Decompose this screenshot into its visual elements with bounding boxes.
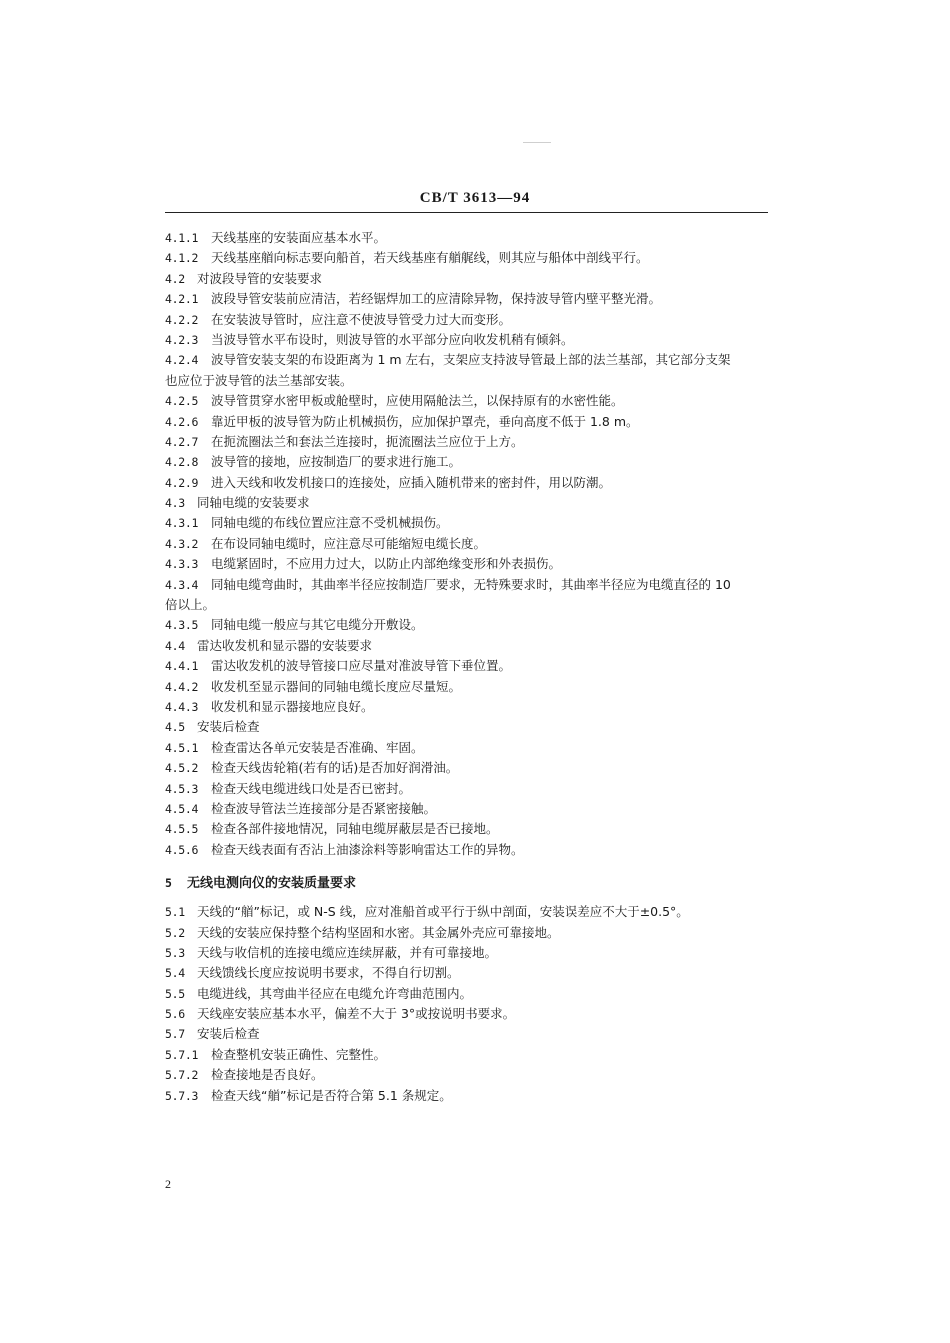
clause-text: 安装后检查 (197, 1026, 260, 1042)
standard-code-header: CB/T 3613—94 (419, 190, 531, 206)
clause-text-continued: 也应位于波导管的法兰基部安装。 (165, 372, 353, 388)
clause-number: 4.2.2 (165, 312, 199, 327)
clause-text: 检查各部件接地情况，同轴电缆屏蔽层是否已接地。 (211, 821, 499, 837)
clause-number: 4.3.1 (165, 516, 199, 531)
clause-line (165, 493, 771, 513)
clause-text: 进入天线和收发机接口的连接处，应插入随机带来的密封件，用以防潮。 (211, 474, 612, 490)
clause-number: 5.7.1 (165, 1047, 199, 1062)
clause-text: 天线与收信机的连接电缆应连续屏蔽，并有可靠接地。 (197, 944, 498, 960)
clause-number: 4.5.6 (165, 842, 199, 857)
clause-line (165, 391, 771, 411)
clause-text: 检查天线电缆进线口处是否已密封。 (211, 780, 412, 796)
clause-number: 5.2 (165, 925, 185, 940)
clause-text: 波导管贯穿水密甲板或舱壁时，应使用隔舱法兰，以保持原有的水密性能。 (211, 393, 624, 409)
clause-number: 4.5.1 (165, 740, 199, 755)
section-number: 5 (165, 876, 172, 891)
clause-text: 电缆紧固时，不应用力过大，以防止内部绝缘变形和外表损伤。 (211, 556, 562, 572)
clauses-5-1-to-5-7-3 (165, 902, 771, 1106)
clause-number: 4.3 (165, 496, 185, 511)
clause-line (165, 432, 771, 452)
clause-text: 安装后检查 (197, 719, 260, 735)
clause-number: 4.4 (165, 638, 185, 653)
clause-line (165, 1065, 771, 1085)
clause-text: 检查天线表面有否沾上油漆涂料等影响雷达工作的异物。 (211, 841, 524, 857)
clause-text: 波导管安装支架的布设距离为 1 m 左右，支架应支持波导管最上部的法兰基部，其它部分支架 (211, 352, 731, 368)
clause-number: 4.3.3 (165, 557, 199, 572)
clause-line (165, 412, 771, 432)
clause-text: 天线的安装应保持整个结构坚固和水密。其金属外壳应可靠接地。 (197, 924, 560, 940)
clause-number: 5.7.2 (165, 1068, 199, 1083)
clause-line (165, 636, 771, 656)
clause-number: 4.2.9 (165, 475, 199, 490)
clause-line (165, 758, 771, 778)
clause-text: 天线馈线长度应按说明书要求，不得自行切割。 (197, 965, 460, 981)
clause-line (165, 902, 771, 922)
clause-line (165, 717, 771, 737)
page-number: 2 (165, 1177, 171, 1191)
clause-line (165, 452, 771, 472)
clause-text: 在扼流圈法兰和套法兰连接时，扼流圈法兰应位于上方。 (211, 433, 524, 449)
clause-number: 4.2.5 (165, 394, 199, 409)
clause-text: 波导管的接地，应按制造厂的要求进行施工。 (211, 454, 462, 470)
clause-text: 对波段导管的安装要求 (197, 270, 323, 286)
clause-line (165, 1024, 771, 1044)
clause-line (165, 534, 771, 554)
clause-number: 4.2.6 (165, 414, 199, 429)
clause-text: 电缆进线，其弯曲半径应在电缆允许弯曲范围内。 (197, 985, 473, 1001)
clause-line (165, 656, 771, 676)
clause-number: 5.6 (165, 1007, 185, 1022)
clause-number: 5.7 (165, 1027, 185, 1042)
clause-line (165, 289, 771, 309)
clause-line (165, 513, 771, 533)
clause-number: 4.5.2 (165, 761, 199, 776)
clause-number: 4.1.2 (165, 251, 199, 266)
clause-4-3-4 (165, 575, 771, 616)
clause-number: 5.7.3 (165, 1088, 199, 1103)
clause-text: 天线座安装应基本水平，偏差不大于 3°或按说明书要求。 (197, 1006, 516, 1022)
clauses-4-2-5-to-4-3-3 (165, 391, 771, 575)
clause-text: 在安装波导管时，应注意不使波导管受力过大而变形。 (211, 311, 512, 327)
clause-text: 当波导管水平布设时，则波导管的水平部分应向收发机稍有倾斜。 (211, 331, 574, 347)
clause-4-2-4 (165, 350, 771, 391)
clause-number: 4.2.4 (165, 353, 199, 368)
clause-text: 检查天线齿轮箱(若有的话)是否加好润滑油。 (211, 760, 459, 776)
clause-number: 5.4 (165, 966, 185, 981)
clause-number: 4.4.1 (165, 659, 199, 674)
clause-line (165, 819, 771, 839)
clause-line (165, 677, 771, 697)
clause-line (165, 228, 771, 248)
clause-number: 5.3 (165, 945, 185, 960)
clause-text: 雷达收发机和显示器的安装要求 (197, 637, 373, 653)
clause-text: 检查波导管法兰连接部分是否紧密接触。 (211, 800, 437, 816)
clause-text: 同轴电缆弯曲时，其曲率半径应按制造厂要求，无特殊要求时，其曲率半径应为电缆直径的 10 (211, 576, 731, 592)
clause-line (165, 943, 771, 963)
scan-mark (523, 142, 551, 143)
clause-text: 检查天线“艏”标记是否符合第 5.1 条规定。 (211, 1087, 452, 1103)
clause-number: 4.5 (165, 720, 185, 735)
clause-line (165, 1004, 771, 1024)
clause-line (165, 554, 771, 574)
clause-text: 天线的“艏”标记，或 N-S 线，应对准船首或平行于纵中剖面，安装误差应不大于±0.5°。 (197, 904, 689, 920)
clause-number: 4.1.1 (165, 231, 199, 245)
clause-text: 收发机和显示器接地应良好。 (211, 698, 374, 714)
clause-number: 4.2.7 (165, 434, 199, 449)
clause-text: 天线基座的安装面应基本水平。 (211, 230, 387, 245)
clause-line (165, 615, 771, 635)
clauses-4-1-to-4-2-3 (165, 228, 771, 350)
clause-number: 4.2 (165, 271, 185, 286)
clause-line (165, 1045, 771, 1065)
clause-line (165, 697, 771, 717)
clause-number: 4.5.5 (165, 822, 199, 837)
clause-number: 4.3.2 (165, 536, 199, 551)
clause-line (165, 984, 771, 1004)
clause-number: 4.4.3 (165, 699, 199, 714)
clause-text: 天线基座艏向标志要向船首，若天线基座有艏艉线，则其应与船体中剖线平行。 (211, 250, 649, 266)
clause-number: 4.5.4 (165, 801, 199, 816)
clause-text: 在布设同轴电缆时，应注意尽可能缩短电缆长度。 (211, 535, 487, 551)
clause-line (165, 330, 771, 350)
clause-text: 收发机至显示器间的同轴电缆长度应尽量短。 (211, 678, 462, 694)
clause-line (165, 799, 771, 819)
clause-text: 雷达收发机的波导管接口应尽量对准波导管下垂位置。 (211, 658, 512, 674)
clause-number: 4.2.3 (165, 332, 199, 347)
clause-line (165, 310, 771, 330)
section-title: 无线电测向仪的安装质量要求 (187, 876, 357, 892)
clause-number: 5.5 (165, 986, 185, 1001)
clause-line (165, 923, 771, 943)
section-5-heading (165, 870, 771, 896)
clause-number: 4.3.5 (165, 618, 199, 633)
clause-text: 检查接地是否良好。 (211, 1067, 324, 1083)
clauses-4-3-5-to-4-5-6 (165, 615, 771, 860)
clause-line (165, 1086, 771, 1106)
clause-number: 4.4.2 (165, 679, 199, 694)
clause-text: 检查整机安装正确性、完整性。 (211, 1046, 387, 1062)
clause-line (165, 473, 771, 493)
clause-number: 5.1 (165, 905, 185, 920)
clause-text: 检查雷达各单元安装是否准确、牢固。 (211, 739, 424, 755)
clause-number: 4.3.4 (165, 577, 199, 592)
clause-number: 4.5.3 (165, 781, 199, 796)
clause-text-continued: 倍以上。 (165, 597, 216, 613)
clause-line (165, 248, 771, 268)
clause-text: 波段导管安装前应清洁，若经锯焊加工的应清除异物，保持波导管内壁平整光滑。 (211, 291, 662, 307)
clause-text: 同轴电缆一般应与其它电缆分开敷设。 (211, 617, 424, 633)
document-body (165, 228, 771, 1106)
clause-text: 同轴电缆的安装要求 (197, 495, 310, 511)
clause-number: 4.2.8 (165, 455, 199, 470)
clause-line (165, 963, 771, 983)
clause-line (165, 840, 771, 860)
header-rule (165, 212, 768, 213)
clause-text: 同轴电缆的布线位置应注意不受机械损伤。 (211, 515, 449, 531)
clause-line (165, 779, 771, 799)
clause-line (165, 269, 771, 289)
clause-text: 靠近甲板的波导管为防止机械损伤，应加保护罩壳，垂向高度不低于 1.8 m。 (211, 413, 639, 429)
clause-number: 4.2.1 (165, 292, 199, 307)
clause-line (165, 738, 771, 758)
